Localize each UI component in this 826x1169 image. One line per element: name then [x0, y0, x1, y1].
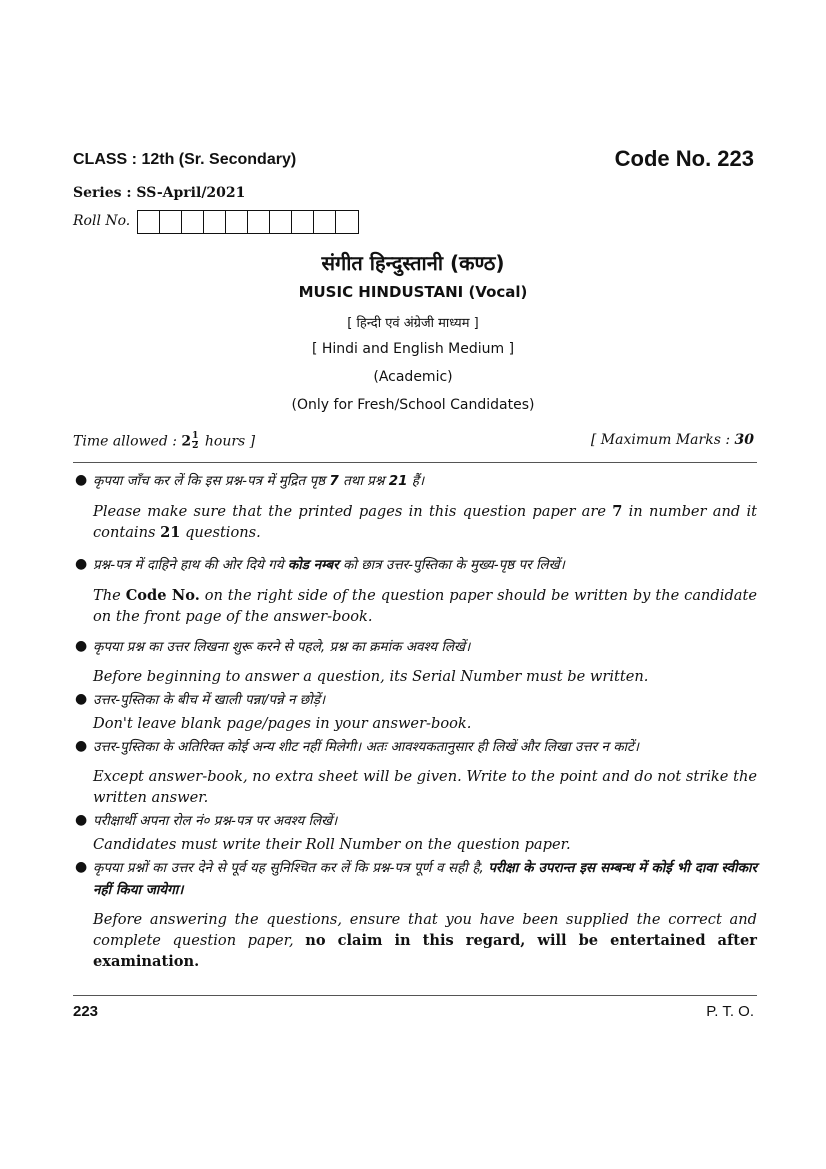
instruction-english: The Code No. on the right side of the question paper should be written by the candidate on the front page of the answer-book.	[93, 587, 757, 625]
instruction-hindi: कृपया प्रश्नों का उत्तर देने से पूर्व यह सुनिश्चित कर लें कि प्रश्न-पत्र पूर्ण व सही है, परीक्षा के उपरान्त इस सम्बन्ध में कोई भी दावा स्वीकार नहीं किया जायेगा।	[93, 860, 757, 898]
instruction-item	[73, 636, 757, 687]
instruction-hindi: कृपया जाँच कर लें कि इस प्रश्न-पत्र में मुद्रित पृष्ठ 7 तथा प्रश्न 21 हैं।	[93, 473, 425, 489]
roll-digit-box[interactable]	[336, 211, 358, 233]
instruction-item	[73, 470, 757, 543]
bullet-icon: ●	[75, 638, 88, 654]
candidates-note: (Only for Fresh/School Candidates)	[291, 397, 535, 413]
series-label: Series : SS-April/2021	[73, 185, 246, 201]
instruction-english: Don't leave blank page/pages in your answer-book.	[93, 715, 472, 732]
subject-title-english: MUSIC HINDUSTANI (Vocal)	[298, 283, 528, 301]
bullet-icon: ●	[75, 812, 88, 828]
roll-digit-box[interactable]	[138, 211, 160, 233]
instruction-item	[73, 736, 757, 808]
instruction-hindi: उत्तर-पुस्तिका के बीच में खाली पन्ना/पन्ने न छोड़ें।	[93, 692, 326, 708]
roll-number-boxes[interactable]	[137, 210, 359, 234]
instruction-item	[73, 810, 757, 855]
pto-label: P. T. O.	[706, 1003, 754, 1020]
time-allowed	[73, 432, 255, 451]
roll-digit-box[interactable]	[248, 211, 270, 233]
roll-digit-box[interactable]	[226, 211, 248, 233]
instruction-hindi: उत्तर-पुस्तिका के अतिरिक्त कोई अन्य शीट नहीं मिलेगी। अतः आवश्यकतानुसार ही लिखें और लिखा उत्तर न काटें।	[93, 739, 639, 755]
medium-english: [ Hindi and English Medium ]	[311, 341, 515, 357]
bullet-icon: ●	[75, 738, 88, 754]
roll-digit-box[interactable]	[182, 211, 204, 233]
instruction-hindi: कृपया प्रश्न का उत्तर लिखना शुरू करने से पहले, प्रश्न का क्रमांक अवश्य लिखें।	[93, 639, 471, 655]
class-label: CLASS : 12th (Sr. Secondary)	[73, 151, 297, 168]
instruction-item	[73, 554, 757, 627]
top-divider	[73, 462, 757, 463]
page-code: 223	[73, 1003, 99, 1020]
maximum-marks	[591, 432, 754, 448]
roll-digit-box[interactable]	[270, 211, 292, 233]
time-suffix: hours ]	[200, 433, 256, 450]
roll-digit-box[interactable]	[204, 211, 226, 233]
bullet-icon: ●	[75, 556, 88, 572]
bullet-icon: ●	[75, 691, 88, 707]
fraction-numerator: 1	[192, 431, 199, 441]
instruction-hindi: परीक्षार्थी अपना रोल नं० प्रश्न-पत्र पर अवश्य लिखें।	[93, 813, 338, 829]
time-fraction	[192, 432, 198, 451]
instruction-english: Candidates must write their Roll Number on the question paper.	[93, 836, 571, 853]
roll-digit-box[interactable]	[314, 211, 336, 233]
code-number: Code No. 223	[614, 146, 754, 171]
roll-digit-box[interactable]	[292, 211, 314, 233]
bullet-icon: ●	[75, 472, 88, 488]
academic-label: (Academic)	[373, 369, 453, 385]
bullet-icon: ●	[75, 859, 88, 875]
time-prefix: Time allowed :	[73, 433, 182, 450]
instruction-english: Before answering the questions, ensure that you have been supplied the correct and complete question paper, no claim in this regard, will be entertained after examination.	[93, 911, 757, 970]
instructions-list	[73, 470, 757, 972]
instruction-hindi: प्रश्न-पत्र में दाहिने हाथ की ओर दिये गये कोड नम्बर को छात्र उत्तर-पुस्तिका के मुख्य-पृष्ठ पर लिखें।	[93, 557, 565, 573]
marks-value: 30	[734, 432, 754, 448]
instruction-english: Please make sure that the printed pages in this question paper are 7 in number and it contains 21 questions.	[93, 503, 757, 541]
medium-hindi: [ हिन्दी एवं अंग्रेजी माध्यम ]	[347, 316, 479, 331]
instruction-english: Except answer-book, no extra sheet will be given. Write to the point and do not strike the written answer.	[93, 768, 757, 806]
subject-title-hindi: संगीत हिन्दुस्तानी (कण्ठ)	[321, 251, 505, 275]
instruction-item	[73, 857, 757, 972]
instruction-item	[73, 689, 757, 734]
bottom-divider	[73, 995, 757, 996]
time-whole: 2	[181, 433, 192, 450]
fraction-denominator: 2	[192, 441, 199, 451]
roll-digit-box[interactable]	[160, 211, 182, 233]
marks-label: [ Maximum Marks :	[590, 432, 735, 448]
instruction-english: Before beginning to answer a question, its Serial Number must be written.	[93, 668, 649, 685]
roll-number-label: Roll No.	[73, 213, 131, 229]
